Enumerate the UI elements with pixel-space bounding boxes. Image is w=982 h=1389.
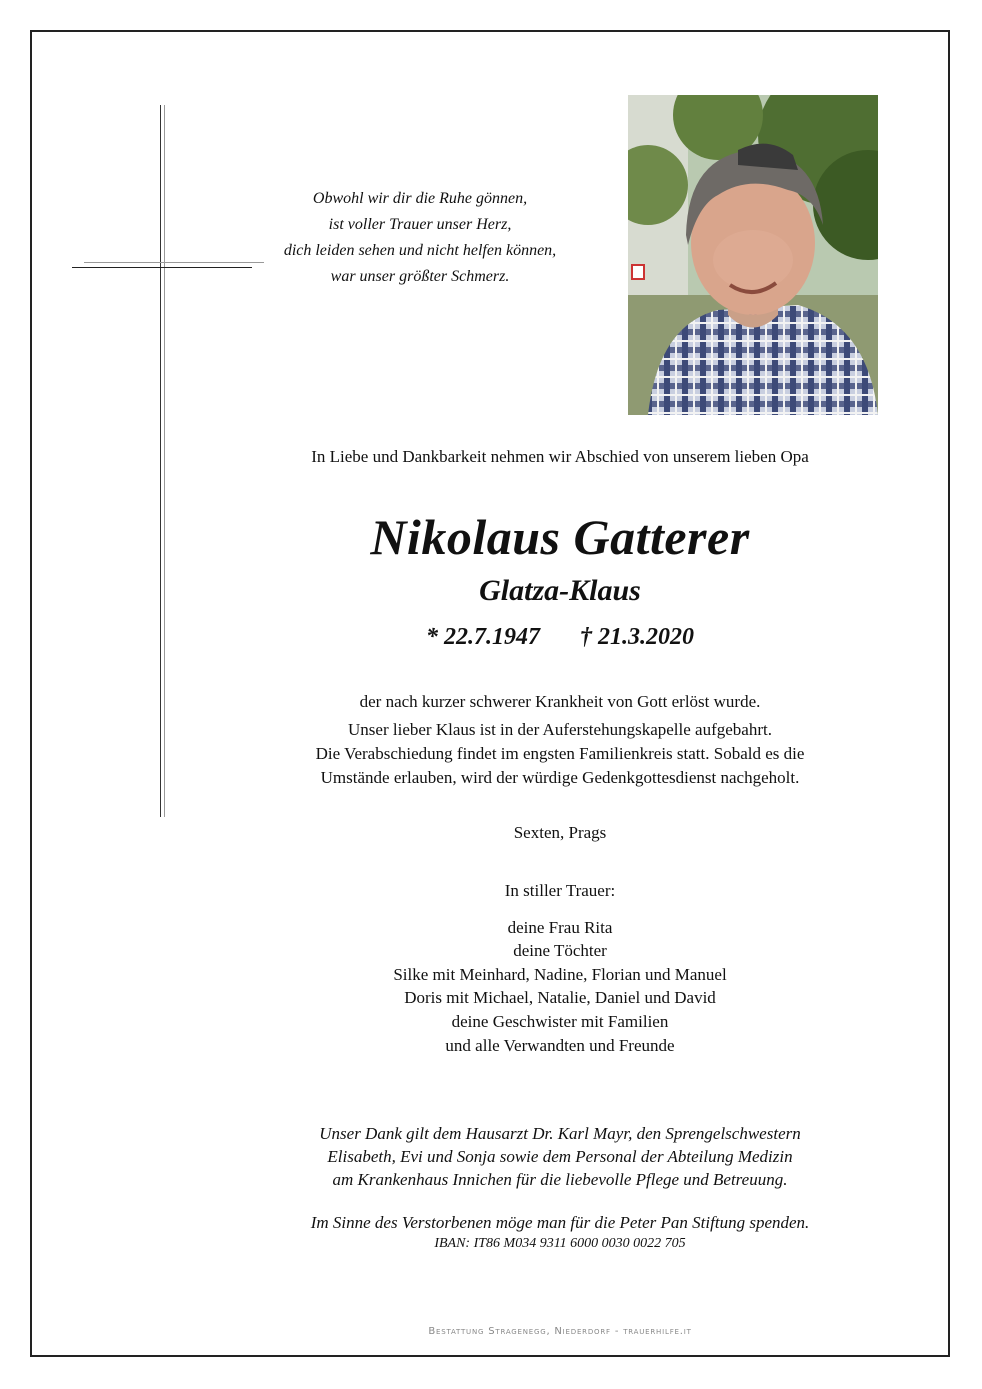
birth-date: * 22.7.1947 (426, 624, 540, 650)
mourners-list (260, 879, 860, 1057)
iban-text: IBAN: IT86 M034 9311 6000 0030 0022 705 (434, 1236, 686, 1251)
portrait-photo (628, 95, 878, 415)
mourner-line: deine Frau Rita (507, 917, 613, 937)
thanks-text (260, 1122, 860, 1191)
mourning-title: In stiller Trauer: (504, 881, 616, 900)
announcement-text (260, 690, 860, 790)
mourner-line: und alle Verwandten und Freunde (445, 1035, 675, 1055)
mourner-line: deine Töchter (513, 941, 607, 961)
footer-credit: Bestattung Stragenegg, Niederdorf - trauerhilfe.it (428, 1326, 692, 1337)
place: Sexten, Prags (513, 823, 607, 842)
poem (270, 186, 570, 290)
life-dates (260, 624, 860, 651)
poem-line: ist voller Trauer unser Herz, (328, 216, 512, 233)
mourner-line: Doris mit Michael, Natalie, Daniel und David (404, 988, 716, 1008)
intro-text: In Liebe und Dankbarkeit nehmen wir Abschied von unserem lieben Opa (311, 447, 809, 466)
mourner-line: Silke mit Meinhard, Nadine, Florian und Manuel (393, 964, 727, 984)
text-line: der nach kurzer schwerer Krankheit von Gott erlöst wurde. (359, 692, 761, 711)
donation-text: Im Sinne des Verstorbenen möge man für die Peter Pan Stiftung spenden. (310, 1213, 810, 1232)
poem-line: dich leiden sehen und nicht helfen können, (283, 242, 557, 259)
text-line: Unser lieber Klaus ist in der Auferstehungskapelle aufgebahrt. (348, 720, 772, 739)
text-line: am Krankenhaus Innichen für die liebevolle Pflege und Betreuung. (332, 1170, 788, 1189)
poem-line: Obwohl wir dir die Ruhe gönnen, (312, 190, 528, 207)
death-date: † 21.3.2020 (580, 624, 694, 650)
text-line: Unser Dank gilt dem Hausarzt Dr. Karl Mayr, den Sprengelschwestern (319, 1124, 801, 1143)
text-line: Umstände erlauben, wird der würdige Gedenkgottesdienst nachgeholt. (320, 768, 800, 787)
nickname: Glatza-Klaus (479, 574, 641, 607)
mourner-line: deine Geschwister mit Familien (451, 1011, 669, 1031)
text-line: Elisabeth, Evi und Sonja sowie dem Personal der Abteilung Medizin (327, 1147, 793, 1166)
text-line: Die Verabschiedung findet im engsten Familienkreis statt. Sobald es die (315, 744, 805, 763)
deceased-name: Nikolaus Gatterer (370, 509, 750, 565)
poem-line: war unser größter Schmerz. (330, 268, 510, 285)
